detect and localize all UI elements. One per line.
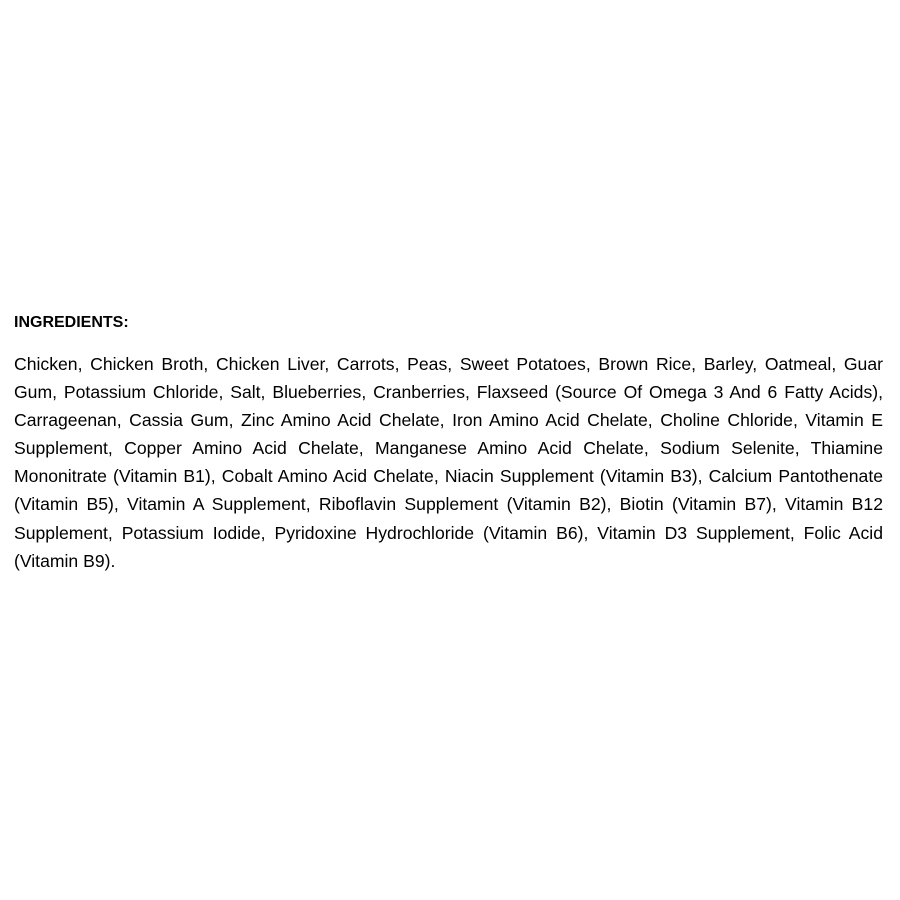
ingredients-list: Chicken, Chicken Broth, Chicken Liver, Carrots, Peas, Sweet Potatoes, Brown Rice, Barley, Oatmeal, Guar Gum, Potassium Chloride, Salt, Blueberries, Cranberries, Flaxseed (Source Of Omega 3 And 6 Fatty Acids), Carrageenan, Cassia Gum, Zinc Amino Acid Chelate, Iron Amino Acid Chelate, Choline Chloride, Vitamin E Supplement, Copper Amino Acid Chelate, Manganese Amino Acid Chelate, Sodium Selenite, Thiamine Mononitrate (Vitamin B1), Cobalt Amino Acid Chelate, Niacin Supplement (Vitamin B3), Calcium Pantothenate (Vitamin B5), Vitamin A Supplement, Riboflavin Supplement (Vitamin B2), Biotin (Vitamin B7), Vitamin B12 Supplement, Potassium Iodide, Pyridoxine Hydrochloride (Vitamin B6), Vitamin D3 Supplement, Folic Acid (Vitamin B9). <box>14 354 883 571</box>
ingredients-label <box>14 313 883 575</box>
ingredients-heading: INGREDIENTS: <box>14 314 129 331</box>
